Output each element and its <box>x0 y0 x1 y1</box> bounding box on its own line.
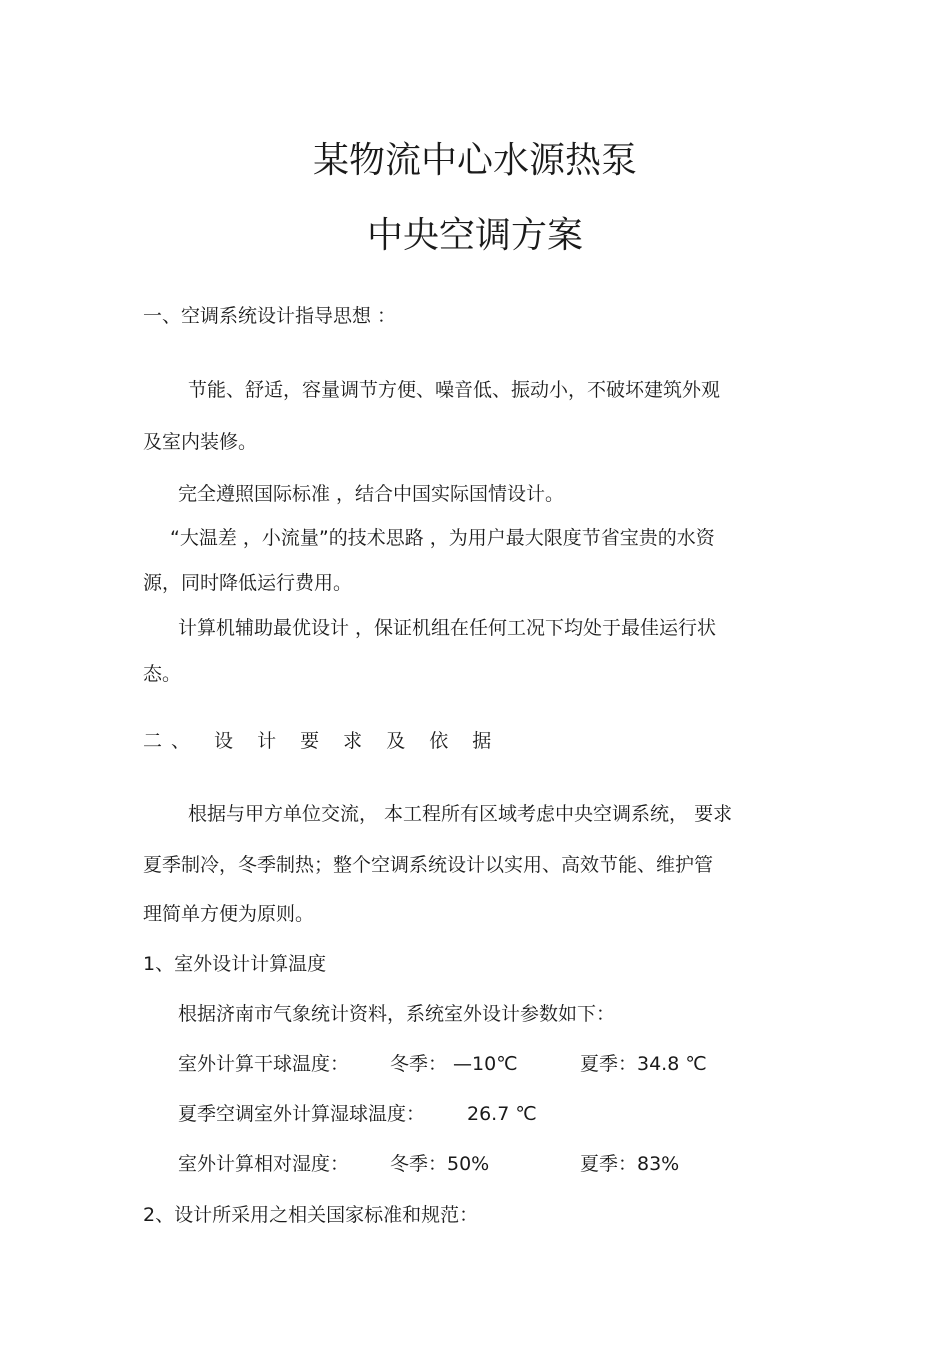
section1-p3-line1: “大温差 ，小流量”的技术思路 ，为用户最大限度节省宝贵的水资 <box>170 527 715 549</box>
section2-p1-line3: 理简单方便为原则。 <box>143 903 315 925</box>
humidity-row <box>0 1155 950 1179</box>
dry-bulb-winter: 冬季： —10℃ <box>390 1053 518 1075</box>
humidity-winter: 冬季：50% <box>390 1153 490 1175</box>
item2-heading: 2、设计所采用之相关国家标准和规范： <box>143 1204 479 1226</box>
item1-heading: 1、室外设计计算温度 <box>143 953 327 975</box>
section1-p1-line2: 及室内装修。 <box>143 431 258 453</box>
section2-heading: 二、 设 计 要 求 及 依 据 <box>143 730 501 752</box>
wet-bulb-row <box>0 1105 950 1129</box>
section1-p2: 完全遵照国际标准 ，结合中国实际国情设计。 <box>178 483 565 505</box>
section2-p1-line2: 夏季制冷，冬季制热；整个空调系统设计以实用、高效节能、维护管 <box>143 854 714 876</box>
section2-p1-line1: 根据与甲方单位交流， 本工程所有区域考虑中央空调系统， 要求 <box>188 803 733 825</box>
humidity-label: 室外计算相对湿度： <box>178 1153 350 1175</box>
wet-bulb-value: 26.7 ℃ <box>467 1103 537 1125</box>
wet-bulb-label: 夏季空调室外计算湿球温度： <box>178 1103 426 1125</box>
section1-p1-line1: 节能、舒适，容量调节方便、噪音低、振动小，不破坏建筑外观 <box>188 379 721 401</box>
doc-title-line1: 某物流中心水源热泵 <box>312 140 637 181</box>
section1-p4-line2: 态。 <box>143 663 182 685</box>
dry-bulb-summer: 夏季：34.8 ℃ <box>580 1053 707 1075</box>
section1-heading: 一、空调系统设计指导思想 ： <box>143 305 397 327</box>
doc-title-line2: 中央空调方案 <box>366 215 583 256</box>
section1-p4-line1: 计算机辅助最优设计 ，保证机组在任何工况下均处于最佳运行状 <box>178 617 717 639</box>
humidity-summer: 夏季：83% <box>580 1153 680 1175</box>
dry-bulb-label: 室外计算干球温度： <box>178 1053 350 1075</box>
section1-p3-line2: 源，同时降低运行费用。 <box>143 572 353 594</box>
item1-intro: 根据济南市气象统计资料，系统室外设计参数如下： <box>178 1003 616 1025</box>
dry-bulb-row <box>0 1055 950 1079</box>
